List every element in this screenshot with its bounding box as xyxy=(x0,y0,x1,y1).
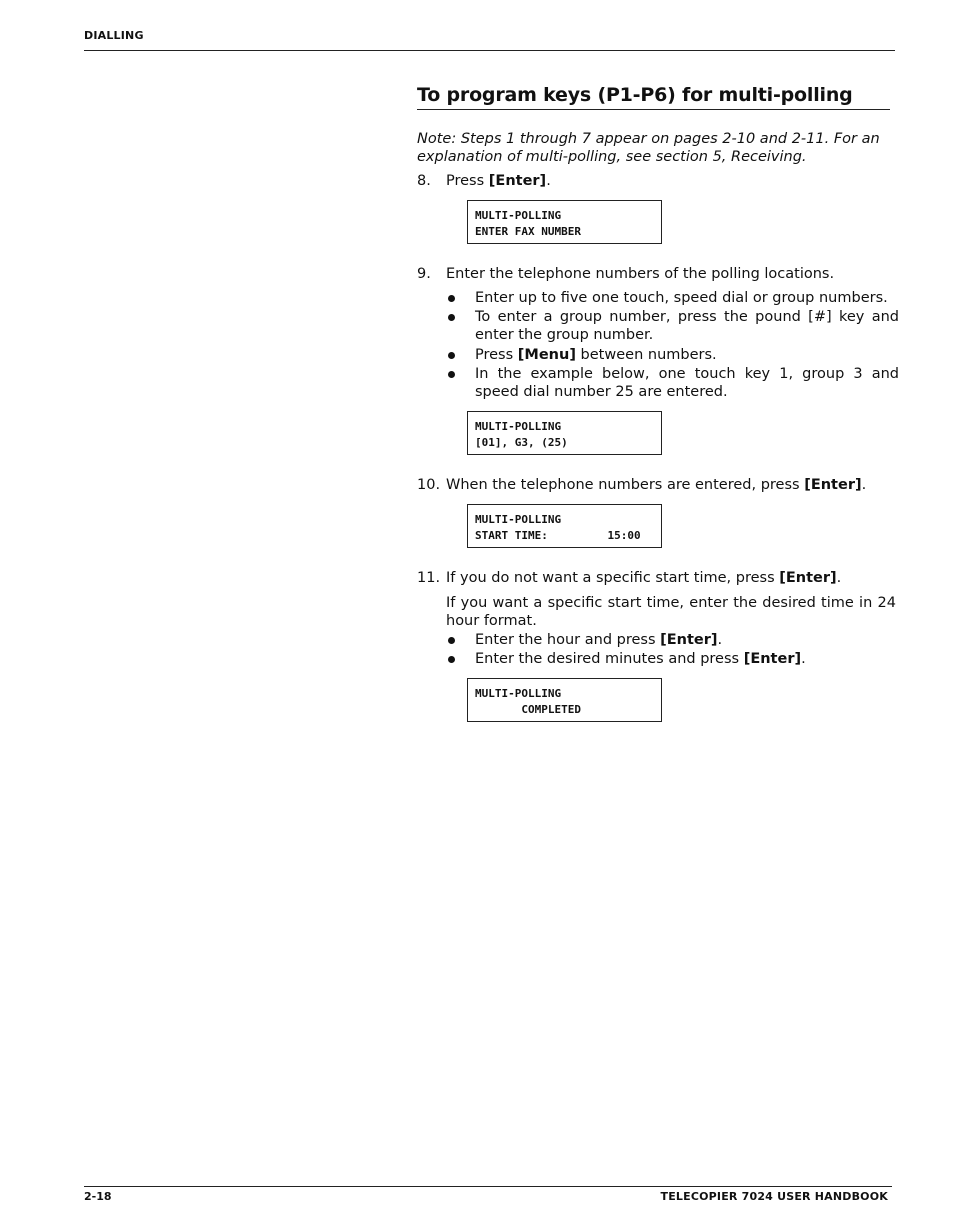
step-11 xyxy=(0,569,954,589)
lcd-line-2: START TIME: 15:00 xyxy=(475,529,641,542)
title-rule xyxy=(417,109,890,110)
bullet-icon xyxy=(448,637,455,644)
lcd-line-2: ENTER FAX NUMBER xyxy=(475,225,581,238)
step-8 xyxy=(0,172,954,192)
step-text: If you do not want a specific start time, press [Enter]. xyxy=(446,570,842,586)
step-number: 11. xyxy=(417,570,441,586)
lcd-line-1: MULTI-POLLING xyxy=(475,420,562,433)
running-header: DIALLING xyxy=(84,29,144,42)
bullet-text: Press [Menu] between numbers. xyxy=(475,347,717,363)
bullet-text: Enter up to five one touch, speed dial or group numbers. xyxy=(475,290,888,306)
step-text: Press [Enter]. xyxy=(446,173,551,189)
lcd-line-2: COMPLETED xyxy=(475,703,581,716)
book-title: TELECOPIER 7024 USER HANDBOOK xyxy=(660,1190,888,1203)
lcd-line-1: MULTI-POLLING xyxy=(475,513,562,526)
bullet-icon xyxy=(448,352,455,359)
lcd-line-2: [01], G3, (25) xyxy=(475,436,568,449)
bullet-icon xyxy=(448,314,455,321)
step-number: 8. xyxy=(417,173,431,189)
bullet-icon xyxy=(448,656,455,663)
lcd-line-1: MULTI-POLLING xyxy=(475,687,562,700)
lcd-display-step-9 xyxy=(467,411,662,455)
bullet-text: Enter the hour and press [Enter]. xyxy=(475,632,723,648)
bullet-text: Enter the desired minutes and press [Enter]. xyxy=(475,651,806,667)
page-number: 2-18 xyxy=(84,1190,112,1203)
step-11-paragraph xyxy=(446,594,896,630)
step-9 xyxy=(0,265,954,285)
section-title: To program keys (P1-P6) for multi-polling xyxy=(417,84,853,106)
footer-rule xyxy=(84,1186,892,1187)
step-10 xyxy=(0,476,954,496)
step-text: Enter the telephone numbers of the polling locations. xyxy=(446,266,835,282)
header-rule xyxy=(84,50,895,51)
lcd-display-step-10 xyxy=(467,504,662,548)
bullet-text: To enter a group number, press the pound [#] key and enter the group number. xyxy=(475,309,899,343)
note-paragraph: Note: Steps 1 through 7 appear on pages 2-10 and 2-11. For an explanation of multi-polling, see section 5, Receiving. xyxy=(417,131,880,165)
lcd-line-1: MULTI-POLLING xyxy=(475,209,562,222)
paragraph-text: If you want a specific start time, enter the desired time in 24 hour format. xyxy=(446,595,896,629)
bullet-icon xyxy=(448,371,455,378)
step-number: 9. xyxy=(417,266,431,282)
lcd-display-step-11 xyxy=(467,678,662,722)
step-number: 10. xyxy=(417,477,441,493)
step-text: When the telephone numbers are entered, press [Enter]. xyxy=(446,477,867,493)
bullet-icon xyxy=(448,295,455,302)
lcd-display-step-8 xyxy=(467,200,662,244)
bullet-text: In the example below, one touch key 1, group 3 and speed dial number 25 are entered. xyxy=(475,366,899,400)
